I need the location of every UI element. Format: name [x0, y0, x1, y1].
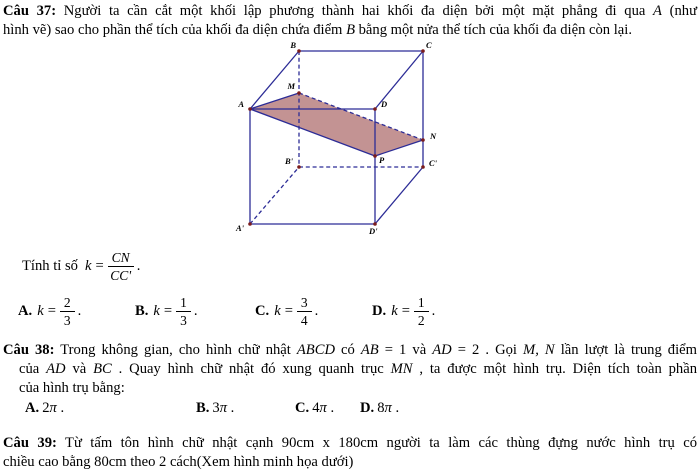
- text-segment: lần lượt là trung điểm: [554, 342, 697, 358]
- text-segment: Câu 37:: [3, 3, 57, 19]
- text-line: [19, 360, 697, 379]
- ratio-fraction: [108, 250, 134, 283]
- text-line: [3, 453, 697, 472]
- math-variable: AD: [46, 361, 66, 377]
- math-variable: B: [346, 22, 355, 38]
- fraction-numerator: 3: [297, 295, 312, 312]
- period: .: [431, 302, 436, 319]
- math-variable: AD: [432, 342, 452, 358]
- text-segment: (như: [661, 3, 697, 19]
- math-variable: M, N: [523, 342, 555, 358]
- ratio-prompt: [22, 244, 140, 288]
- vertex-label: M: [287, 81, 295, 91]
- option-38-a: [25, 400, 64, 417]
- fraction-denominator: 4: [300, 312, 308, 328]
- text-line: [3, 434, 697, 453]
- math-variable: ABCD: [296, 342, 335, 358]
- vertex-label: A: [238, 99, 244, 109]
- option-37-a: [18, 289, 81, 333]
- math-variable: MN: [390, 361, 413, 377]
- option-fraction: [414, 295, 429, 328]
- option-label: A.: [25, 400, 40, 416]
- question-37-figure: [225, 38, 455, 243]
- vertex-label: N: [430, 131, 437, 141]
- text-segment: hình vẽ) sao cho phần thể tích của khối đa diện chứa điểm: [3, 22, 347, 38]
- period: .: [326, 400, 335, 416]
- fraction-numerator: 2: [60, 295, 75, 312]
- option-38-b: [196, 400, 234, 417]
- pi-symbol: π: [219, 400, 227, 416]
- vertex-label: D': [369, 226, 378, 236]
- option-label: A.: [18, 302, 33, 319]
- coefficient: 2: [42, 400, 50, 416]
- option-38-d: [360, 400, 399, 417]
- option-fraction: [176, 295, 191, 328]
- equals-sign: =: [47, 302, 56, 319]
- text-line: [19, 379, 697, 398]
- pi-symbol: π: [319, 400, 327, 416]
- period: .: [136, 257, 141, 274]
- text-segment: có: [334, 342, 361, 358]
- text-segment: và: [65, 361, 94, 377]
- equals-sign: =: [95, 257, 104, 274]
- vertex-dot: [421, 49, 425, 53]
- variable-k: k: [84, 257, 92, 274]
- fraction-numerator: 1: [414, 295, 429, 312]
- fraction-numerator: 1: [176, 295, 191, 312]
- vertex-label: B': [284, 156, 293, 166]
- math-variable: AB: [360, 342, 379, 358]
- pi-symbol: π: [49, 400, 57, 416]
- question-38-text: [3, 341, 697, 398]
- coefficient: 8: [377, 400, 385, 416]
- vertex-label: C': [429, 158, 438, 168]
- math-variable: A: [653, 3, 662, 19]
- vertex-label: A': [235, 223, 244, 233]
- period: .: [227, 400, 235, 416]
- vertex-dot: [297, 165, 301, 169]
- equals-sign: =: [401, 302, 410, 319]
- period: .: [77, 302, 82, 319]
- cube-figure: [225, 38, 455, 243]
- period: .: [56, 400, 65, 416]
- option-37-b: [135, 289, 198, 333]
- cube-edge: [375, 167, 423, 224]
- vertex-dot: [248, 222, 252, 226]
- pi-symbol: π: [384, 400, 392, 416]
- ratio-prompt-text: Tính tỉ số: [22, 257, 78, 274]
- option-label: B.: [135, 302, 149, 319]
- vertex-dot: [421, 165, 425, 169]
- text-segment: Người ta cần cắt một khối lập phương thành hai khối đa diện bởi một mặt phẳng đi qua: [56, 3, 654, 19]
- text-segment: bằng một nửa thể tích của khối đa diện còn lại.: [354, 22, 632, 38]
- text-line: [3, 2, 697, 21]
- variable-k: k: [37, 302, 44, 319]
- option-label: C.: [255, 302, 270, 319]
- text-segment: Câu 39:: [3, 435, 57, 451]
- period: .: [314, 302, 319, 319]
- option-37-c: [255, 289, 318, 333]
- text-segment: . Quay hình chữ nhật đó xung quanh trục: [111, 361, 391, 377]
- text-segment: chiều cao bằng 80cm theo 2 cách(Xem hình minh họa dưới): [3, 454, 354, 470]
- question-37-text: [3, 2, 697, 40]
- section-plane: [250, 93, 423, 156]
- vertex-label: P: [379, 155, 385, 165]
- option-label: C.: [295, 400, 310, 416]
- fraction-numerator: CN: [108, 250, 134, 267]
- text-line: [3, 341, 697, 360]
- fraction-denominator: 3: [63, 312, 71, 328]
- text-segment: = 2 . Gọi: [451, 342, 524, 358]
- text-segment: của hình trụ bằng:: [19, 380, 125, 396]
- text-segment: , ta được một hình trụ. Diện tích toàn phần: [412, 361, 697, 377]
- period: .: [193, 302, 198, 319]
- text-segment: Trong không gian, cho hình chữ nhật: [54, 342, 297, 358]
- variable-k: k: [391, 302, 398, 319]
- option-label: D.: [372, 302, 387, 319]
- question-39-text: [3, 434, 697, 472]
- text-segment: = 1 và: [378, 342, 433, 358]
- option-37-d: [372, 289, 435, 333]
- vertex-label: B: [290, 40, 296, 50]
- vertex-dot: [248, 107, 252, 111]
- text-segment: của: [19, 361, 47, 377]
- equals-sign: =: [163, 302, 173, 319]
- cube-edge: [250, 167, 299, 224]
- vertex-dot: [297, 49, 301, 53]
- vertex-dot: [297, 91, 301, 95]
- text-segment: Câu 38:: [3, 342, 55, 358]
- math-variable: BC: [93, 361, 112, 377]
- vertex-label: D: [381, 99, 388, 109]
- fraction-denominator: CC': [110, 267, 132, 283]
- coefficient: 4: [312, 400, 320, 416]
- option-fraction: [297, 295, 312, 328]
- coefficient: 3: [212, 400, 220, 416]
- variable-k: k: [274, 302, 281, 319]
- equals-sign: =: [284, 302, 293, 319]
- vertex-label: C: [426, 40, 432, 50]
- fraction-denominator: 2: [417, 312, 425, 328]
- period: .: [391, 400, 400, 416]
- option-38-c: [295, 400, 334, 417]
- vertex-dot: [373, 154, 377, 158]
- option-label: D.: [360, 400, 375, 416]
- variable-k: k: [153, 302, 160, 319]
- vertex-dot: [421, 138, 425, 142]
- option-label: B.: [196, 400, 210, 416]
- vertex-dot: [373, 107, 377, 111]
- text-segment: Từ tấm tôn hình chữ nhật cạnh 90cm x 180cm người ta làm các thùng đựng nước hình trụ có: [56, 435, 697, 451]
- fraction-denominator: 3: [180, 312, 187, 328]
- option-fraction: [60, 295, 75, 328]
